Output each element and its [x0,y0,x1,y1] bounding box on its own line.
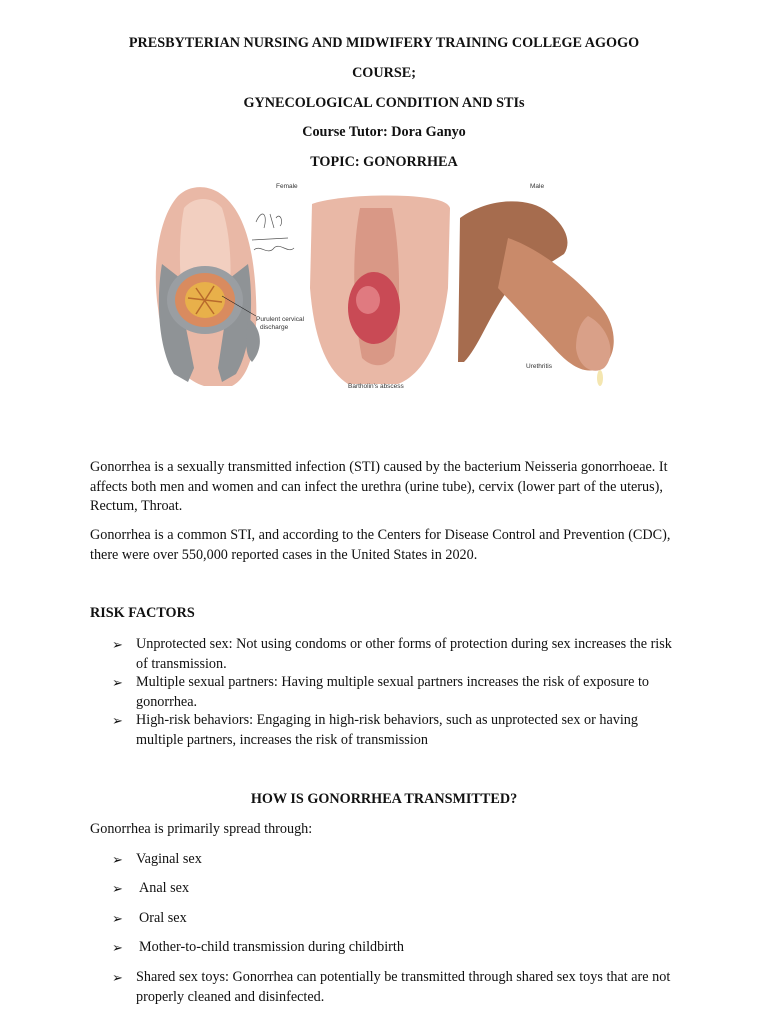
transmission-item: ➢ Vaginal sex [112,850,682,870]
arrow-bullet-icon: ➢ [112,713,123,728]
transmission-item: ➢ Mother-to-child transmission during childbirth [112,938,682,958]
arrow-bullet-icon: ➢ [112,881,123,896]
transmission-item: ➢ Shared sex toys: Gonorrhea can potentially be transmitted through shared sex toys that are not properly cleaned and disinfected. [112,969,671,1005]
abscess-label: Bartholin's abscess [348,383,404,390]
urethritis-label: Urethritis [526,363,553,370]
topic-title: TOPIC: GONORRHEA [310,154,458,170]
course-label: COURSE; [352,65,416,81]
artist-signature [252,214,294,251]
arrow-bullet-icon: ➢ [112,675,123,690]
arrow-bullet-icon: ➢ [112,970,123,985]
risk-factor-item: ➢ High-risk behaviors: Engaging in high-risk behaviors, such as unprotected sex or having multiple partners, increases the risk of transmission [112,712,638,748]
transmission-intro: Gonorrhea is primarily spread through: [90,821,313,837]
male-label: Male [530,183,545,190]
intro-paragraph-2: Gonorrhea is a common STI, and according to the Centers for Disease Control and Prevention (CDC), there were over 550,000 reported cases in the United States in 2020. [90,527,671,563]
transmission-item: ➢ Anal sex [112,879,682,899]
risk-factor-item: ➢ Unprotected sex: Not using condoms or other forms of protection during sex increases the risk of transmission. [112,636,672,672]
arrow-bullet-icon: ➢ [112,852,123,867]
course-name: GYNECOLOGICAL CONDITION AND STIs [243,95,525,111]
arrow-bullet-icon: ➢ [112,940,123,955]
college-title: PRESBYTERIAN NURSING AND MIDWIFERY TRAINING COLLEGE AGOGO [128,35,640,51]
arrow-bullet-icon: ➢ [112,911,123,926]
transmission-heading: HOW IS GONORRHEA TRANSMITTED? [250,791,518,807]
cervical-label-line2: discharge [260,324,289,331]
intro-paragraph-1: Gonorrhea is a sexually transmitted infection (STI) caused by the bacterium Neisseria gonorrhoeae. It affects both men and women and can infect the urethra (urine tube), cervix (lower part of the uterus), Rectum, Throat. [90,459,668,514]
vulva-view-figure [276,183,450,390]
male-view-figure [458,183,614,386]
transmission-item: ➢ Oral sex [112,909,682,929]
risk-factor-item: ➢ Multiple sexual partners: Having multiple sexual partners increases the risk of exposure to gonorrhea. [112,674,649,710]
cervical-label-line1: Purulent cervical [256,316,305,323]
risk-factors-heading: RISK FACTORS [90,605,195,621]
course-tutor: Course Tutor: Dora Ganyo [302,124,466,140]
gonorrhea-illustration [148,178,620,392]
speculum-view-figure [156,187,305,386]
arrow-bullet-icon: ➢ [112,637,123,652]
female-label: Female [276,183,298,190]
